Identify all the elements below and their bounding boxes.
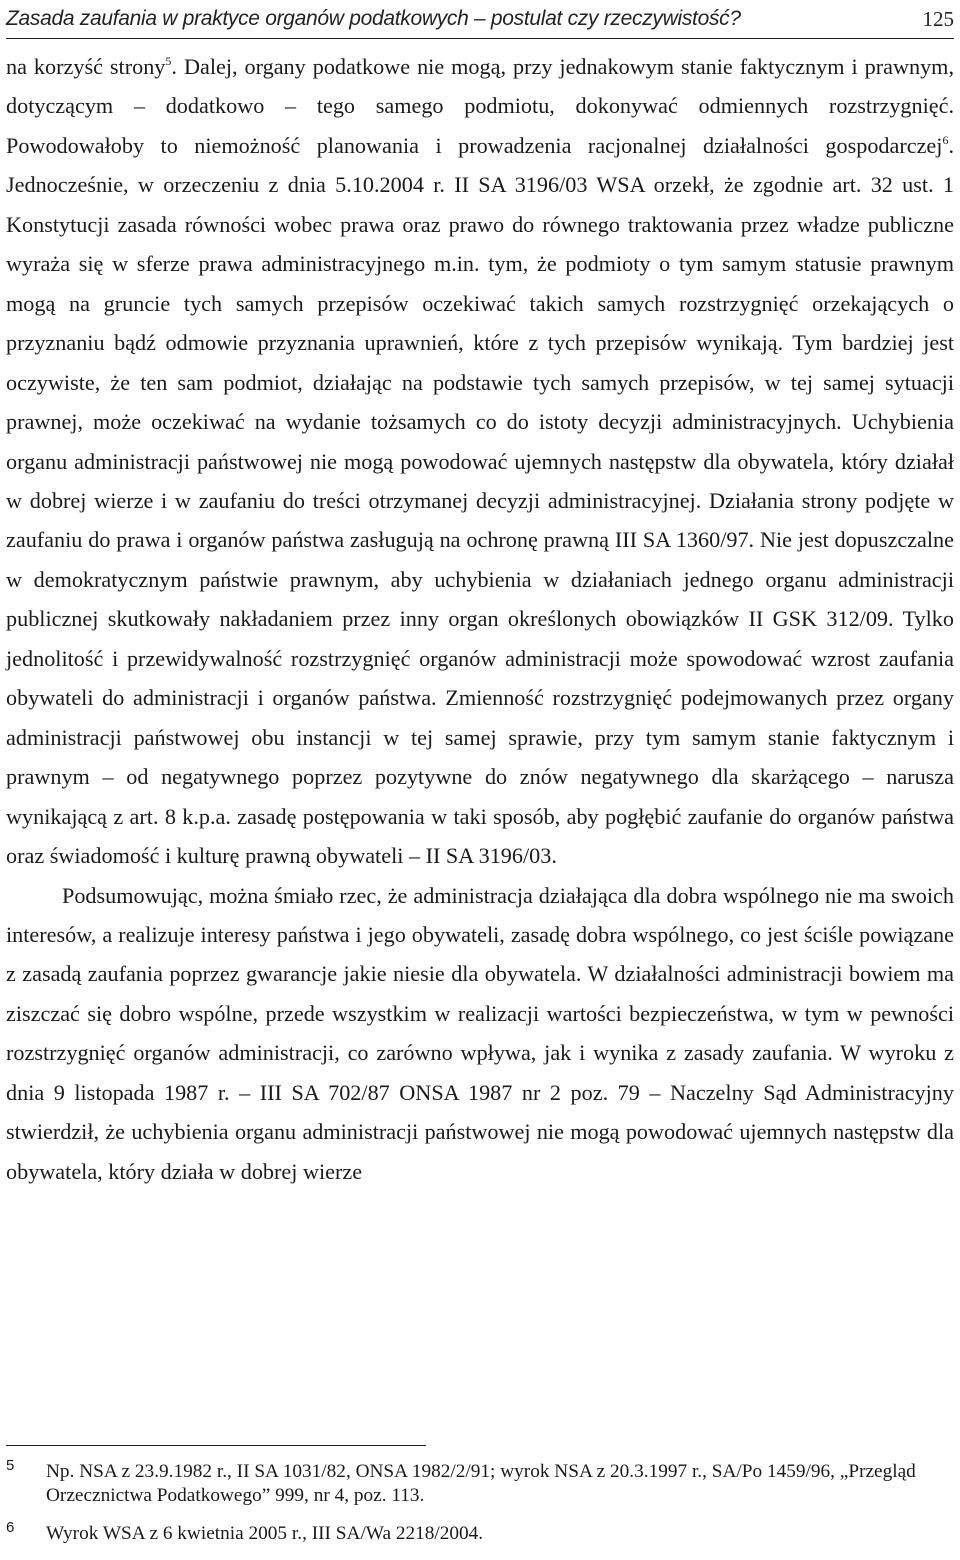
running-header xyxy=(6,0,954,39)
footnotes xyxy=(6,1457,954,1560)
text-run: . Jednocześnie, w orzeczeniu z dnia 5.10.2004 r. II SA 3196/03 WSA orzekł, że zgodnie art. 32 ust. 1 Konstytucji zasada równości wobec prawa oraz prawo do równego traktowania przez władze publiczne wyraża się w sferze prawa administracyjnego m.in. tym, że podmioty o tym samym statusie prawnym mogą na gruncie tych samych przepisów oczekiwać takich samych rozstrzygnięć orzekających o przyznaniu bądź odmowie przyznania uprawnień, które z tych przepisów wynikają. Tym bardziej jest oczywiste, że ten sam podmiot, działając na podstawie tych samych przepisów, w tej samej sytuacji prawnej, może oczekiwać na wydanie tożsamych co do istoty decyzji administracyjnych. Uchybienia organu administracji państwowej nie mogą powodować ujemnych następstw dla obywatela, który działał w dobrej wierze i w zaufaniu do treści otrzymanej decyzji administracyjnej. Działania strony podjęte w zaufaniu do prawa i organów państwa zasługują na ochronę prawną III SA 1360/97. Nie jest dopuszczalne w demokratycznym państwie prawnym, aby uchybienia w działaniach jednego organu administracji publicznej skutkowały nakładaniem przez inny organ określonych obowiązków II GSK 312/09. Tylko jednolitość i przewidywalność rozstrzygnięć organów administracji może spowodować wzrost zaufania obywateli do administracji i organów państwa. Zmienność rozstrzygnięć podejmowanych przez organy administracji państwowej obu instancji w tej samej sprawie, przy tym samym stanie faktycznym i prawnym – od negatywnego poprzez pozytywne do znów negatywnego dla skarżącego – narusza wynikającą z art. 8 k.p.a. zasadę postępowania w taki sposób, aby pogłębić zaufanie do organów państwa oraz świadomość i kulturę prawną obywateli – II SA 3196/03. xyxy=(6,132,954,869)
body-text xyxy=(6,47,954,1191)
footnote-number: 6 xyxy=(6,1519,15,1536)
footnote-number: 5 xyxy=(6,1457,15,1474)
text-run: na korzyść strony xyxy=(6,54,166,79)
footnote-ref-6[interactable]: 6 xyxy=(942,132,949,147)
running-title: Zasada zaufania w praktyce organów podatkowych – postulat czy rzeczywistość? xyxy=(6,7,741,30)
text-run: . Dalej, organy podatkowe nie mogą, przy jednakowym stanie faktycznym i prawnym, dotyczącym – dodatkowo – tego samego podmiotu, dokonywać odmiennych rozstrzygnięć. Powodowałoby to niemożność planowania i prowadzenia racjonalnej działalności gospodarczej xyxy=(6,54,954,158)
footnote-5 xyxy=(6,1457,954,1508)
text-run: Podsumowując, można śmiało rzec, że administracja działająca dla dobra wspólnego nie ma swoich interesów, a realizuje interesy państwa i jego obywateli, zasadę dobra wspólnego, co jest ściśle powiązane z zasadą zaufania poprzez gwarancje jakie niesie dla obywatela. W działalności administracji bowiem ma ziszczać się dobro wspólne, przede wszystkim w realizacji wartości bezpieczeństwa, w tym w pewności rozstrzygnięć organów administracji, co zarówno wpływa, jak i wynika z zasady zaufania. W wyroku z dnia 9 listopada 1987 r. – III SA 702/87 ONSA 1987 nr 2 poz. 79 – Naczelny Sąd Administracyjny stwierdził, że uchybienia organu administracji państwowej nie mogą powodować ujemnych następstw dla obywatela, który działa w dobrej wierze xyxy=(6,882,954,1184)
footnote-text: Np. NSA z 23.9.1982 r., II SA 1031/82, ONSA 1982/2/91; wyrok NSA z 20.3.1997 r., SA/Po 1459/96, „Przegląd Orzecznictwa Podatkowego” 999, nr 4, poz. 113. xyxy=(46,1461,916,1506)
page-number: 125 xyxy=(922,6,954,31)
paragraph-2 xyxy=(6,876,954,1192)
paragraph-1 xyxy=(6,47,954,876)
footnote-text: Wyrok WSA z 6 kwietnia 2005 r., III SA/Wa 2218/2004. xyxy=(46,1523,484,1544)
footnote-6 xyxy=(6,1519,954,1546)
footnote-separator xyxy=(6,1445,426,1446)
footnote-ref-5[interactable]: 5 xyxy=(165,54,172,68)
